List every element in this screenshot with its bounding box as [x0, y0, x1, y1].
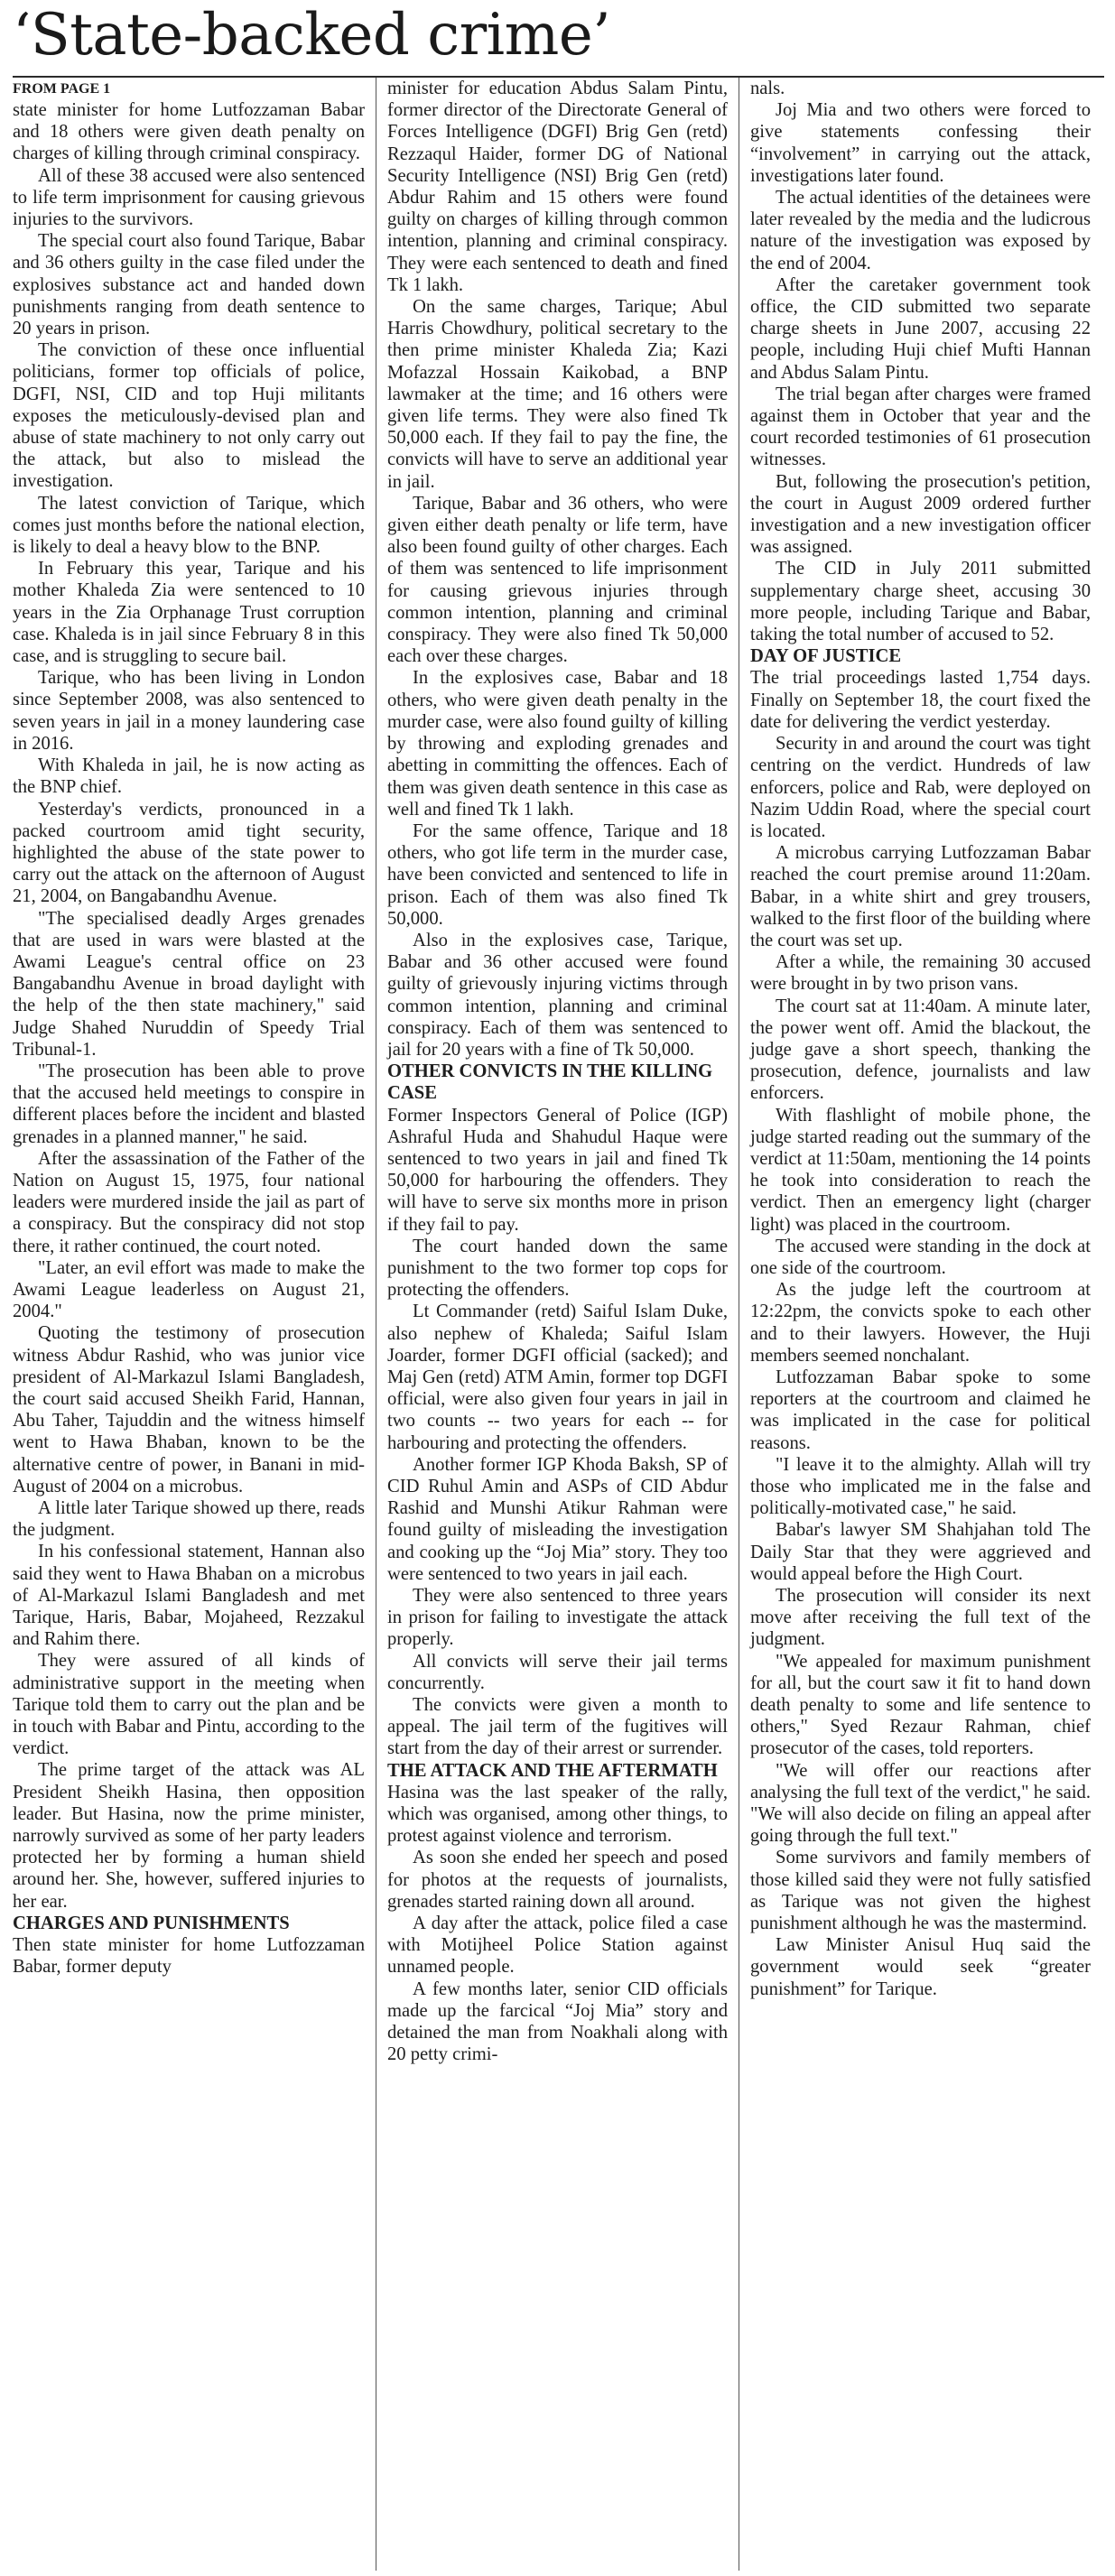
paragraph: Then state minister for home Lutfozzaman Babar, former deputy: [13, 1935, 365, 1978]
paragraph: On the same charges, Tarique; Abul Harris Chowdhury, political secretary to the then prime minister Khaleda Zia; Kazi Mofazzal Hossain Kaikobad, a BNP lawmaker at the time; and 16 others were given life terms. They were also fined Tk 50,000 each. If they fail to pay the fine, the convicts will have to serve an additional year in jail.: [387, 297, 728, 492]
paragraph: The trial began after charges were framed against them in October that year and the court recorded testimonies of 61 prosecution witnesses.: [750, 384, 1091, 470]
column-2: [376, 78, 739, 2571]
paragraph: The court sat at 11:40am. A minute later, the power went off. Amid the blackout, the judge gave a short speech, thanking the prosecution, defence, journalists and law enforcers.: [750, 996, 1091, 1104]
paragraph: Some survivors and family members of those killed said they were not fully satisfied as Tarique was not given the highest punishment although he was the mastermind.: [750, 1848, 1091, 1934]
paragraph: Hasina was the last speaker of the rally, which was organised, among other things, to protest against violence and terrorism.: [387, 1782, 728, 1847]
paragraph: "The specialised deadly Arges grenades that are used in wars were blasted at the Awami League's central office on 23 Bangabandhu Avenue in broad daylight with the help of the then state machinery," said Judge Shahed Nuruddin of Speedy Trial Tribunal-1.: [13, 908, 365, 1060]
paragraph: For the same offence, Tarique and 18 others, who got life term in the murder case, have been convicted and sentenced to life in prison. Each of them was also fined Tk 50,000.: [387, 820, 728, 929]
paragraph: state minister for home Lutfozzaman Babar and 18 others were given death penalty on charges of killing through criminal conspiracy.: [13, 100, 365, 164]
paragraph: With Khaleda in jail, he is now acting as the BNP chief.: [13, 755, 365, 798]
paragraph: A little later Tarique showed up there, reads the judgment.: [13, 1498, 365, 1541]
paragraph: A day after the attack, police filed a case with Motijheel Police Station against unnamed people.: [387, 1913, 728, 1978]
paragraph: minister for education Abdus Salam Pintu, former director of the Directorate General of Forces Intelligence (DGFI) Brig Gen (retd) Rezzaqul Haider, former DG of National Security Intelligence (NSI) Brig Gen (retd) Abdur Rahim and 15 others were found guilty on charges of killing through common intention, planning and criminal conspiracy. They were each sentenced to death and fined Tk 1 lakh.: [387, 79, 728, 295]
paragraph: Tarique, who has been living in London since September 2008, was also sentenced to seven years in jail in a money laundering case in 2016.: [13, 668, 365, 754]
paragraph: Also in the explosives case, Tarique, Babar and 36 other accused were found guilty of grievously injuring victims through common intention, planning and criminal conspiracy. Each of them was sentenced to jail for 20 years with a fine of Tk 50,000.: [387, 930, 728, 1060]
paragraph: A microbus carrying Lutfozzaman Babar reached the court premise around 11:20am. Babar, in a white shirt and grey trousers, walked to the first floor of the building where the court was set up.: [750, 843, 1091, 950]
paragraph: The court handed down the same punishment to the two former top cops for protecting the offenders.: [387, 1236, 728, 1301]
paragraph: The actual identities of the detainees were later revealed by the media and the ludicrous nature of the investigation was exposed by the end of 2004.: [750, 188, 1091, 273]
paragraph: The special court also found Tarique, Babar and 36 others guilty in the case filed under the explosives substance act and handed down punishments ranging from death sentence to 20 years in prison.: [13, 231, 365, 339]
paragraph: Security in and around the court was tight centring on the verdict. Hundreds of law enforcers, police and Rab, were deployed on Nazim Uddin Road, where the special court is located.: [750, 734, 1091, 841]
column-3: [739, 78, 1101, 2571]
paragraph: As soon she ended her speech and posed for photos at the requests of journalists, grenades started raining down all around.: [387, 1848, 728, 1912]
paragraph: The latest conviction of Tarique, which comes just months before the national election, is likely to deal a heavy blow to the BNP.: [13, 493, 365, 558]
paragraph: The CID in July 2011 submitted supplementary charge sheet, accusing 30 more people, including Tarique and Babar, taking the total number of accused to 52.: [750, 559, 1091, 645]
paragraph: The prime target of the attack was AL President Sheikh Hasina, then opposition leader. But Hasina, now the prime minister, narrowly survived as some of her party leaders protected her by forming a human shield around her. She, however, suffered injuries to her ear.: [13, 1760, 365, 1912]
paragraph: All convicts will serve their jail terms concurrently.: [387, 1651, 728, 1693]
subheading: THE ATTACK AND THE AFTERMATH: [387, 1760, 718, 1781]
paragraph: In the explosives case, Babar and 18 others, who were given death penalty in the murder case, were also found guilty of killing by throwing and exploding grenades and abetting in committing the offences. Each of them was given death sentence in this case as well and fined Tk 1 lakh.: [387, 668, 728, 820]
paragraph: Lutfozzaman Babar spoke to some reporters at the courtroom and claimed he was implicated in the case for political reasons.: [750, 1367, 1091, 1453]
paragraph: They were assured of all kinds of administrative support in the meeting when Tarique told them to carry out the plan and be in touch with Babar and Pintu, according to the verdict.: [13, 1651, 365, 1759]
paragraph: The convicts were given a month to appeal. The jail term of the fugitives will start from the day of their arrest or surrender.: [387, 1695, 728, 1759]
paragraph: The accused were standing in the dock at one side of the courtroom.: [750, 1236, 1091, 1278]
paragraph: A few months later, senior CID officials made up the farcical “Joj Mia” story and detained the man from Noakhali along with 20 petty crimi-: [387, 1978, 728, 2065]
paragraph: Lt Commander (retd) Saiful Islam Duke, also nephew of Khaleda; Saiful Islam Joarder, former DGFI official (sacked); and Maj Gen (retd) ATM Amin, former top DGFI official, were also given four years in jail in two counts -- two years for each -- for harbouring and protecting the offenders.: [387, 1302, 728, 1453]
paragraph: After a while, the remaining 30 accused were brought in by two prison vans.: [750, 952, 1091, 995]
paragraph: In his confessional statement, Hannan also said they went to Hawa Bhaban on a microbus of Al-Markazul Islami Bangladesh and met Tarique, Haris, Babar, Mojaheed, Rezzakul and Rahim there.: [13, 1542, 365, 1650]
headline: ‘State-backed crime’: [13, 2, 611, 69]
paragraph: "I leave it to the almighty. Allah will try those who implicated me in the false and politically-motivated case," he said.: [750, 1454, 1091, 1519]
paragraph: But, following the prosecution's petition, the court in August 2009 ordered further investigation and a new investigation officer was assigned.: [750, 471, 1091, 558]
paragraph: In February this year, Tarique and his mother Khaleda Zia were sentenced to 10 years in the Zia Orphanage Trust corruption case. Khaleda is in jail since February 8 in this case, and is struggling to secure bail.: [13, 559, 365, 667]
column-1: [13, 78, 376, 2571]
from-page-label: FROM PAGE 1: [13, 81, 111, 97]
paragraph: They were also sentenced to three years in prison for failing to investigate the attack properly.: [387, 1586, 728, 1650]
subheading: CHARGES AND PUNISHMENTS: [13, 1913, 290, 1933]
article-columns: [13, 78, 1104, 2571]
subheading: DAY OF JUSTICE: [750, 646, 902, 667]
paragraph: All of these 38 accused were also sentenced to life term imprisonment for causing grievous injuries to the survivors.: [13, 165, 365, 230]
paragraph: "We will offer our reactions after analysing the full text of the verdict," he said. "We will also decide on filing an appeal after going through the full text.": [750, 1760, 1091, 1847]
paragraph: The prosecution will consider its next move after receiving the full text of the judgment.: [750, 1586, 1091, 1650]
paragraph: With flashlight of mobile phone, the judge started reading out the summary of the verdict at 11:50am, mentioning the 14 points he took into consideration to reach the verdict. Then an emergency light (charger light) was placed in the courtroom.: [750, 1105, 1091, 1235]
paragraph: Another former IGP Khoda Baksh, SP of CID Ruhul Amin and ASPs of CID Abdur Rashid and Munshi Atikur Rahman were found guilty of misleading the investigation and cooking up the “Joj Mia” story. They too were sentenced to two years in jail each.: [387, 1454, 728, 1584]
paragraph: Yesterday's verdicts, pronounced in a packed courtroom amid tight security, highlighted the abuse of the state power to carry out the attack on the afternoon of August 21, 2004, on Bangabandhu Avenue.: [13, 799, 365, 907]
paragraph: Tarique, Babar and 36 others, who were given either death penalty or life term, have also been found guilty of other charges. Each of them was sentenced to life imprisonment for causing grievous injuries through common intention, planning and criminal conspiracy. They were also fined Tk 50,000 each over these charges.: [387, 493, 728, 667]
paragraph: Joj Mia and two others were forced to give statements confessing their “involvement” in carrying out the attack, investigations later found.: [750, 100, 1091, 186]
paragraph: After the assassination of the Father of the Nation on August 15, 1975, four national leaders were murdered inside the jail as part of a conspiracy. But the conspiracy did not stop there, it rather continued, the court noted.: [13, 1148, 365, 1256]
paragraph: Law Minister Anisul Huq said the government would seek “greater punishment” for Tarique.: [750, 1935, 1091, 1999]
paragraph: nals.: [750, 79, 785, 98]
paragraph: Former Inspectors General of Police (IGP) Ashraful Huda and Shahudul Haque were sentenced to two years in jail and fined Tk 50,000 for harbouring the offenders. They will have to serve six months more in prison if they fail to pay.: [387, 1105, 728, 1235]
paragraph: "We appealed for maximum punishment for all, but the court saw it fit to hand down death penalty to some and life sentence to others," Syed Rezaur Rahman, chief prosecutor of the cases, told reporters.: [750, 1651, 1091, 1759]
paragraph: The trial proceedings lasted 1,754 days. Finally on September 18, the court fixed the date for delivering the verdict yesterday.: [750, 668, 1091, 732]
paragraph: As the judge left the courtroom at 12:22pm, the convicts spoke to each other and to their lawyers. However, the Huji members seemed nonchalant.: [750, 1280, 1091, 1366]
paragraph: "Later, an evil effort was made to make the Awami League leaderless on August 21, 2004.": [13, 1257, 365, 1322]
paragraph: The conviction of these once influential politicians, former top officials of police, DGFI, NSI, CID and top Huji militants exposes the meticulously-devised plan and abuse of state machinery to not only carry out the attack, but also to mislead the investigation.: [13, 340, 365, 492]
paragraph: "The prosecution has been able to prove that the accused held meetings to conspire in different places before the incident and blasted grenades in a planned manner," he said.: [13, 1061, 365, 1147]
paragraph: Quoting the testimony of prosecution witness Abdur Rashid, who was junior vice president of Al-Markazul Islami Bangladesh, the court said accused Sheikh Farid, Hannan, Abu Taher, Tajuddin and the witness himself went to Hawa Bhaban, known to be the alternative centre of power, in Banani in mid-August of 2004 on a microbus.: [13, 1323, 365, 1496]
subheading: OTHER CONVICTS IN THE KILLING CASE: [387, 1061, 713, 1104]
paragraph: Babar's lawyer SM Shahjahan told The Daily Star that they were aggrieved and would appeal before the High Court.: [750, 1520, 1091, 1584]
paragraph: After the caretaker government took office, the CID submitted two separate charge sheets in June 2007, accusing 22 people, including Huji chief Mufti Hannan and Abdus Salam Pintu.: [750, 274, 1091, 383]
